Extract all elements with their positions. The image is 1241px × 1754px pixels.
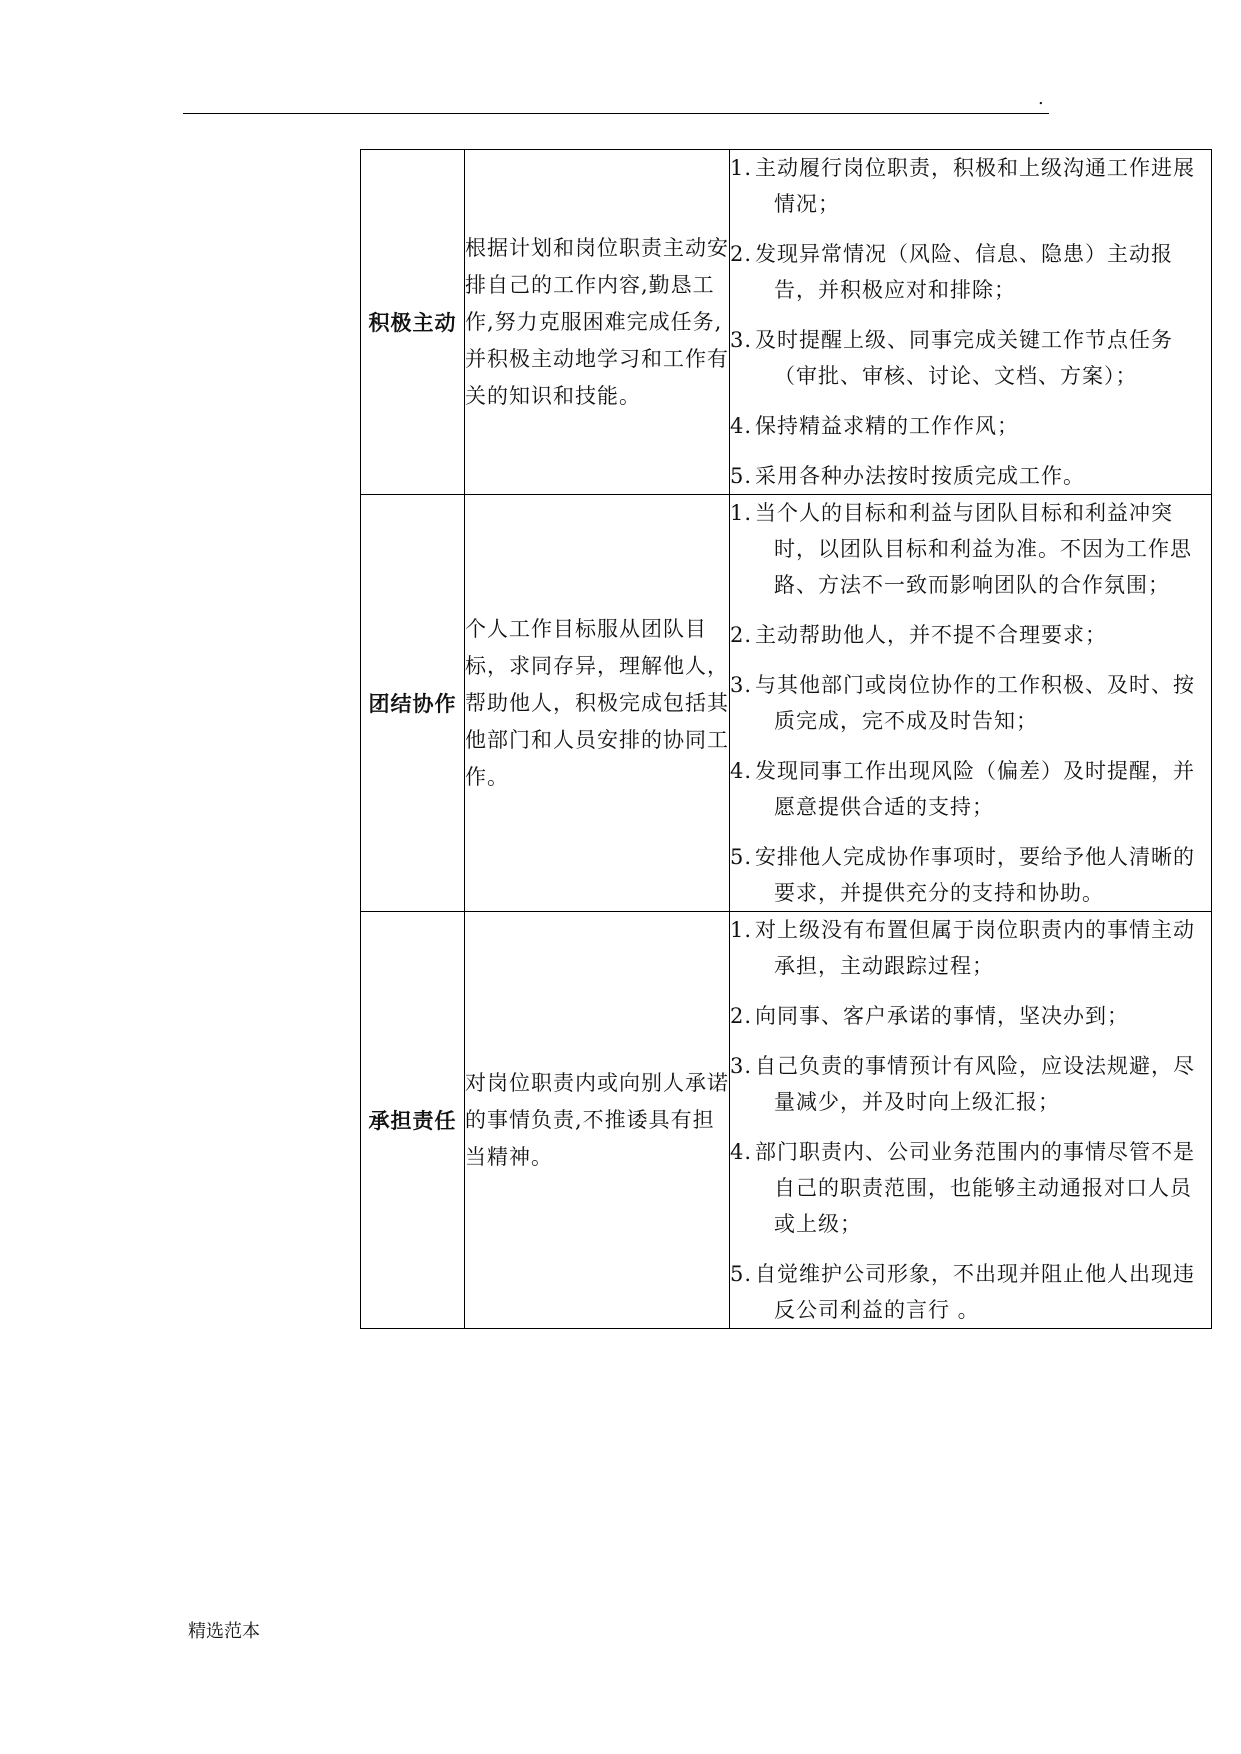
list-item — [730, 408, 1211, 444]
behavior-items-list — [730, 912, 1211, 1328]
list-item — [730, 912, 1211, 984]
item-text: 自觉维护公司形象，不出现并阻止他人出现违反公司利益的言行 。 — [755, 1262, 1195, 1322]
list-item — [730, 753, 1211, 825]
table-row — [361, 495, 1212, 912]
item-text: 安排他人完成协作事项时，要给予他人清晰的要求，并提供充分的支持和协助。 — [755, 845, 1195, 905]
behavior-description: 根据计划和岗位职责主动安排自己的工作内容,勤恳工作,努力克服困难完成任务,并积极主动地学习和工作有关的知识和技能。 — [465, 150, 730, 495]
item-number: 1. — [730, 501, 753, 525]
list-item — [730, 617, 1211, 653]
item-number: 5. — [730, 464, 753, 488]
list-item — [730, 1256, 1211, 1328]
list-item — [730, 150, 1211, 222]
item-text: 与其他部门或岗位协作的工作积极、及时、按质完成，完不成及时告知； — [755, 673, 1195, 733]
behavior-description: 个人工作目标服从团队目标，求同存异，理解他人，帮助他人，积极完成包括其他部门和人员安排的协同工作。 — [465, 495, 730, 912]
item-text: 采用各种办法按时按质完成工作。 — [755, 464, 1085, 488]
behavior-standards-table — [360, 149, 1212, 1329]
item-text: 部门职责内、公司业务范围内的事情尽管不是自己的职责范围，也能够主动通报对口人员或上级； — [755, 1140, 1195, 1236]
item-text: 主动履行岗位职责，积极和上级沟通工作进展情况； — [755, 156, 1195, 216]
item-text: 向同事、客户承诺的事情，坚决办到； — [755, 1004, 1129, 1028]
item-number: 4. — [730, 414, 753, 438]
item-number: 1. — [730, 918, 753, 942]
item-text: 自己负责的事情预计有风险，应设法规避，尽量减少，并及时向上级汇报； — [755, 1054, 1195, 1114]
list-item — [730, 667, 1211, 739]
list-item — [730, 236, 1211, 308]
item-text: 及时提醒上级、同事完成关键工作节点任务（审批、审核、讨论、文档、方案）； — [755, 328, 1173, 388]
behavior-name: 团结协作 — [361, 495, 465, 912]
item-number: 2. — [730, 623, 753, 647]
behavior-items-list — [730, 150, 1211, 494]
behavior-items-cell — [730, 150, 1212, 495]
table-row — [361, 150, 1212, 495]
item-text: 主动帮助他人，并不提不合理要求； — [755, 623, 1107, 647]
item-text: 保持精益求精的工作作风； — [755, 414, 1019, 438]
item-number: 3. — [730, 328, 753, 352]
item-number: 4. — [730, 759, 753, 783]
behavior-description: 对岗位职责内或向别人承诺的事情负责,不推诿具有担当精神。 — [465, 912, 730, 1329]
item-number: 5. — [730, 1262, 753, 1286]
list-item — [730, 322, 1211, 394]
item-text: 发现同事工作出现风险（偏差）及时提醒，并愿意提供合适的支持； — [755, 759, 1195, 819]
header-dot: . — [1038, 88, 1044, 109]
behavior-name: 承担责任 — [361, 912, 465, 1329]
list-item — [730, 495, 1211, 603]
list-item — [730, 839, 1211, 911]
item-number: 2. — [730, 1004, 753, 1028]
header-rule — [183, 113, 1049, 114]
list-item — [730, 1048, 1211, 1120]
item-text: 对上级没有布置但属于岗位职责内的事情主动承担，主动跟踪过程； — [755, 918, 1195, 978]
item-number: 4. — [730, 1140, 753, 1164]
item-number: 1. — [730, 156, 753, 180]
list-item — [730, 1134, 1211, 1242]
behavior-items-list — [730, 495, 1211, 911]
behavior-items-cell — [730, 912, 1212, 1329]
list-item — [730, 458, 1211, 494]
item-text: 发现异常情况（风险、信息、隐患）主动报告，并积极应对和排除； — [755, 242, 1173, 302]
item-number: 3. — [730, 673, 753, 697]
item-number: 3. — [730, 1054, 753, 1078]
behavior-items-cell — [730, 495, 1212, 912]
footer-text: 精选范本 — [188, 1621, 260, 1642]
behavior-name: 积极主动 — [361, 150, 465, 495]
item-number: 2. — [730, 242, 753, 266]
table-row — [361, 912, 1212, 1329]
item-text: 当个人的目标和利益与团队目标和利益冲突时，以团队目标和利益为准。不因为工作思路、方法不一致而影响团队的合作氛围； — [755, 501, 1192, 597]
list-item — [730, 998, 1211, 1034]
item-number: 5. — [730, 845, 753, 869]
